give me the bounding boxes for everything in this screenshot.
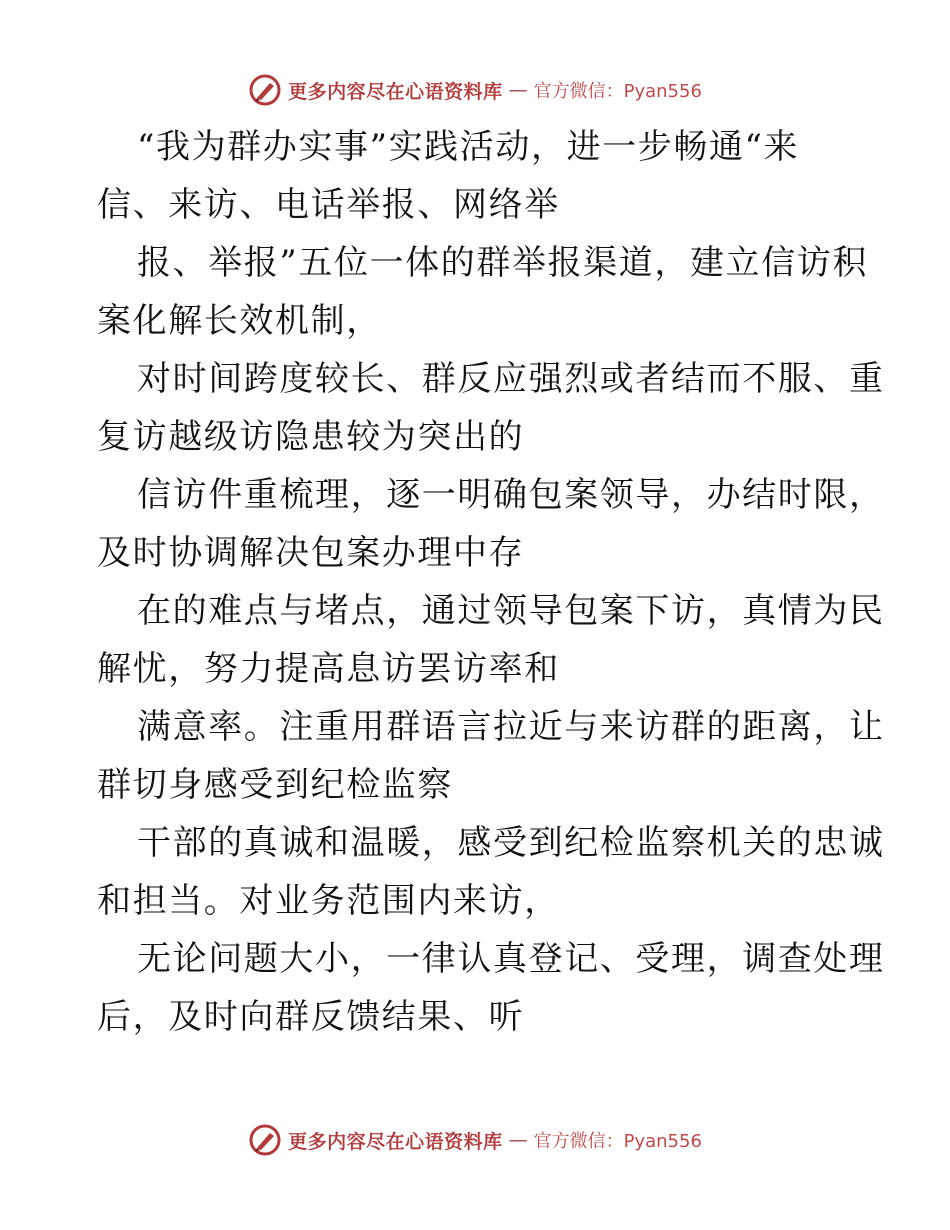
body-line: 干部的真诚和温暖，感受到纪检监察机关的忠诚 [137, 823, 885, 863]
body-line: 信访件重梳理，逐一明确包案领导，办结时限， [137, 475, 885, 515]
body-line: 对时间跨度较长、群反应强烈或者结而不服、重 [137, 359, 885, 399]
body-line: 案化解长效机制， [97, 301, 382, 341]
body-line: 信、来访、电话举报、网络举 [97, 185, 560, 225]
body-line: 群切身感受到纪检监察 [97, 765, 453, 805]
body-line: 在的难点与堵点，通过领导包案下访，真情为民 [137, 591, 885, 631]
header-separator: — [508, 79, 528, 101]
footer-wechat: 官方微信：Pyan556 [533, 1131, 702, 1152]
header-banner-text: 更多内容尽在心语资料库 [288, 80, 503, 103]
quill-pen-icon [248, 1123, 282, 1157]
body-line: 复访越级访隐患较为突出的 [97, 417, 525, 457]
footer-banner [0, 1120, 950, 1160]
body-line: 报、举报”五位一体的群举报渠道，建立信访积 [137, 243, 868, 283]
footer-banner-text: 更多内容尽在心语资料库 [288, 1130, 503, 1153]
header-banner [0, 70, 950, 110]
header-wechat: 官方微信：Pyan556 [533, 81, 702, 102]
body-line: 及时协调解决包案办理中存 [97, 533, 525, 573]
footer-separator: — [508, 1129, 528, 1151]
body-line: 无论问题大小，一律认真登记、受理，调查处理 [137, 939, 885, 979]
document-body [97, 118, 885, 1046]
body-line: 后，及时向群反馈结果、听 [97, 997, 525, 1037]
body-line: “我为群办实事”实践活动，进一步畅通“来 [137, 127, 800, 167]
body-line: 解忧，努力提高息访罢访率和 [97, 649, 560, 689]
body-line: 和担当。对业务范围内来访， [97, 881, 560, 921]
quill-pen-icon [248, 73, 282, 107]
body-line: 满意率。注重用群语言拉近与来访群的距离，让 [137, 707, 885, 747]
